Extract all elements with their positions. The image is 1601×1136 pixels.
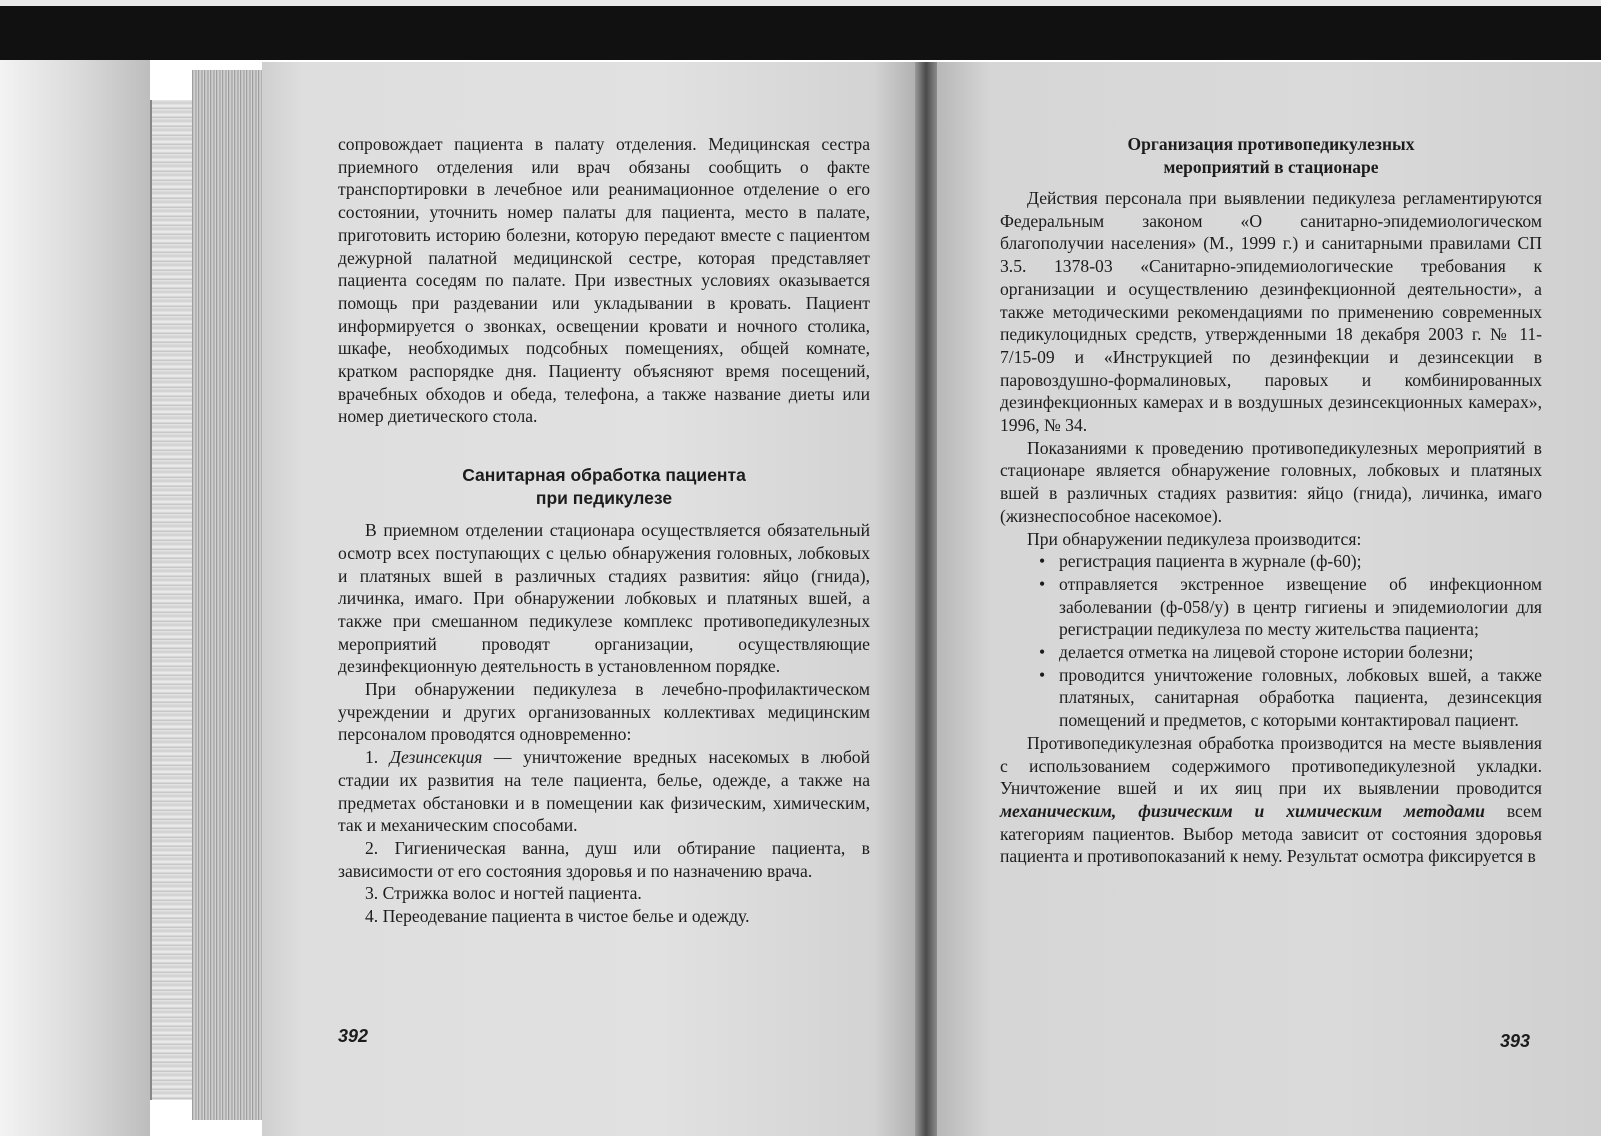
item1-text: — уничтожение вредных насекомых в любой стадии их развития на теле пациента, белье, одежде, а также на предметах обстановки и в помещении как физическим, химическим, так и механическим способами.: [338, 747, 870, 836]
left-heading-line-2: при педикулезе: [535, 488, 673, 509]
right-heading-line-1: Организация противопедикулезных: [1127, 134, 1415, 154]
left-list-item-4: 4. Переодевание пациента в чистое белье и одежду.: [365, 906, 750, 927]
left-section-heading: [338, 464, 870, 510]
left-page-number: 392: [338, 1026, 369, 1046]
right-paragraph-4: [1000, 732, 1542, 868]
left-page-text: [338, 133, 870, 928]
p4-end: всем категориям пациентов. Выбор метода зависит от состояния здоровья пациента и противопоказаний к нему. Результат осмотра фиксируется в: [1000, 800, 1542, 867]
left-list-item-3: 3. Стрижка волос и ногтей пациента.: [365, 883, 642, 904]
right-page-text: [1000, 133, 1542, 868]
left-paragraph-2: В приемном отделении стационара осуществляется обязательный осмотр всех поступающих с целью обнаружения головных, лобковых и платяных вшей в различных стадиях развития: яйцо (гнида), личинка, имаго. При обнаружении лобковых и платяных вшей, а также при смешанном педикулезе комплекс противопедикулезных мероприятий проводят организации, осуществляющие дезинфекционную деятельность в установленном порядке.: [338, 520, 870, 677]
right-section-heading: [1000, 133, 1542, 179]
right-bullet-list: [1000, 550, 1542, 732]
left-list-item-2: 2. Гигиеническая ванна, душ или обтирание пациента, в зависимости от его состояния здоровья и по назначению врача.: [338, 837, 870, 881]
scan-top-strip: [0, 0, 1601, 6]
item1-number: 1.: [365, 747, 379, 768]
p4-start: Противопедикулезная обработка производится на месте выявления с использованием содержимого противопедикулезной укладки. Уничтожение вшей и их яиц при их выявлении проводится: [1000, 732, 1542, 799]
book-gutter: [915, 62, 937, 1136]
bullet-item: • отправляется экстренное извещение об инфекционном заболевании (ф-058/у) в центр гигиены и эпидемиологии для регистрации педикулеза по месту жительства пациента;: [1000, 573, 1542, 641]
right-heading-line-2: мероприятий в стационаре: [1163, 157, 1379, 177]
bullet-item: • регистрация пациента в журнале (ф-60);: [1000, 550, 1542, 573]
left-paragraph-1: сопровождает пациента в палату отделения. Медицинская сестра приемного отделения или врач обязаны сообщить о факте транспортировки в лечебное или реанимационное отделение о его состоянии, уточнить номер палаты для пациента, место в палате, приготовить историю болезни, которую передают вместе с пациентом дежурной палатной медицинской сестре, которая представляет пациента соседям по палате. При известных условиях оказывается помощь при раздевании или укладывании в кровать. Пациент информируется о звонках, освещении кровати и ночного столика, шкафе, необходимых подсобных помещениях, общей комнате, кратком распорядке дня. Пациенту объясняют время посещений, врачебных обходов и обеда, телефона, а также название диеты или номер диетического стола.: [338, 134, 870, 427]
page-stack: [192, 70, 262, 1120]
scan-top-border: [0, 0, 1601, 60]
scan-left-background: [0, 60, 150, 1136]
left-heading-line-1: Санитарная обработка пациента: [462, 465, 746, 486]
bullet-item: • делается отметка на лицевой стороне истории болезни;: [1000, 641, 1542, 664]
right-page-number: 393: [1500, 1031, 1531, 1051]
right-paragraph-2: Показаниями к проведению противопедикулезных мероприятий в стационаре является обнаружение головных, лобковых и платяных вшей в различных стадиях развития: яйцо (гнида), личинка, имаго (жизнеспособное насекомое).: [1000, 437, 1542, 526]
right-paragraph-1: Действия персонала при выявлении педикулеза регламентируются Федеральным законом «О санитарно-эпидемиологическом благополучии населения» (М., 1999 г.) и санитарными правилами СП 3.5. 1378-03 «Санитарно-эпидемиологические требования к организации и осуществлению дезинфекционной деятельности», а также методическими рекомендациями по применению современных педикулоцидных средств, утвержденными 18 декабря 2003 г. № 11-7/15-09 и «Инструкцией по дезинфекции и дезинсекции в паровоздушно-формалиновых, паровых и комбинированных дезинфекционных камерах и в воздушных дезинсекционных камерах», 1996, № 34.: [1000, 188, 1542, 436]
right-paragraph-3: При обнаружении педикулеза производится:: [1027, 528, 1362, 549]
bullet-item: • проводится уничтожение головных, лобковых вшей, а также платяных, санитарная обработка пациента, дезинсекция помещений и предметов, с которыми контактировал пациент.: [1000, 664, 1542, 732]
item1-term: Дезинсекция: [389, 747, 483, 768]
left-list-item-1: [338, 746, 870, 837]
left-paragraph-3: При обнаружении педикулеза в лечебно-профилактическом учреждении и других организованных коллективах медицинским персоналом проводятся одновременно:: [338, 679, 870, 745]
p4-emphasis: механическим, физическим и химическим методами: [1000, 800, 1485, 821]
book-edge: [150, 100, 195, 1100]
